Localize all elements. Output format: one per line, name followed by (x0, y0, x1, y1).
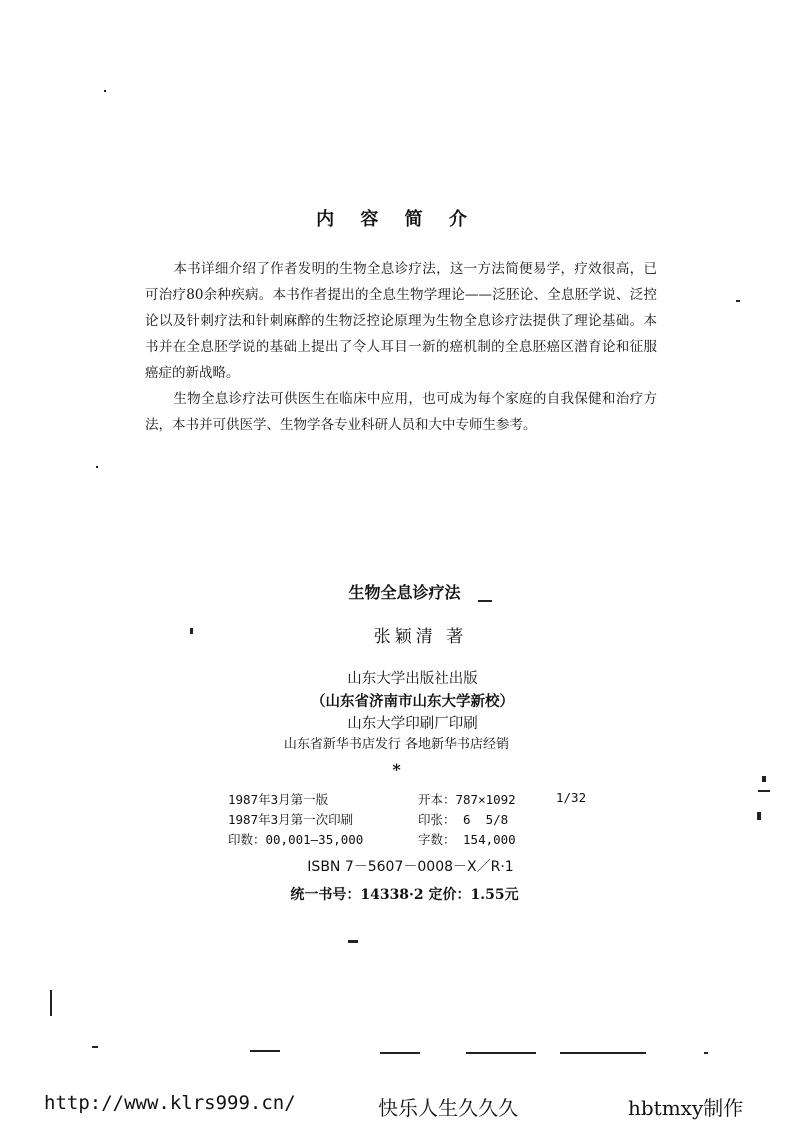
footer-credit: hbtmxy制作 (628, 1096, 744, 1120)
publisher-address: （山东省济南市山东大学新校） (311, 693, 514, 710)
printer-line: 山东大学印刷厂印刷 (347, 716, 478, 732)
word-count-line: 字数： 154,000 (418, 832, 516, 847)
scan-speck (380, 1052, 420, 1054)
scan-speck (758, 790, 770, 792)
scan-speck (92, 1046, 98, 1048)
isbn-line: ISBN 7－5607－0008－X／R·1 (307, 859, 514, 875)
edition-line: 1987年3月第一版 (228, 792, 329, 807)
sheets-line: 印张： 6 5/8 (418, 812, 509, 827)
scan-speck (190, 628, 193, 634)
separator-star: * (392, 760, 401, 779)
summary-paragraph-1 (145, 256, 657, 386)
printing-line: 1987年3月第一次印刷 (228, 812, 354, 827)
print-run-line: 印数：00,001—35,000 (228, 832, 364, 847)
summary-paragraph-2 (145, 386, 657, 438)
scan-speck (104, 90, 106, 92)
format-fraction: 1/32 (556, 790, 587, 805)
summary-paragraph-1-text: 本书详细介绍了作者发明的生物全息诊疗法，这一方法简便易学，疗效很高，已可治疗80余种疾病。本书作者提出的全息生物学理论——泛胚论、全息胚学说、泛控论以及针刺疗法和针刺麻醉的生物泛控论原理为生物全息诊疗法提供了理论基础。本书并在全息胚学说的基础上提出了令人耳目一新的癌机制的全息胚癌区潜育论和征服癌症的新战略。 (145, 261, 657, 381)
scan-speck (250, 1050, 280, 1052)
format-line: 开本：787×1092 (418, 792, 516, 807)
scan-speck (757, 812, 761, 820)
footer-slogan: 快乐人生久久久 (378, 1096, 518, 1120)
scan-speck (736, 300, 740, 302)
book-title: 生物全息诊疗法 (348, 583, 461, 602)
scan-speck (478, 600, 492, 602)
scan-speck (348, 940, 358, 943)
scan-speck (704, 1052, 708, 1054)
scan-speck (96, 466, 98, 468)
scan-speck (50, 990, 52, 1016)
scan-speck (762, 776, 766, 782)
distribution-line: 山东省新华书店发行 各地新华书店经销 (283, 737, 510, 752)
author-line: 张颖清 著 (373, 627, 468, 647)
summary-heading: 内 容 简 介 (316, 209, 477, 230)
price-line: 统一书号：14338·2 定价：1.55元 (290, 887, 519, 903)
publisher-line: 山东大学出版社出版 (347, 671, 478, 687)
footer-url: http://www.klrs999.cn/ (44, 1092, 296, 1114)
summary-paragraph-2-text: 生物全息诊疗法可供医生在临床中应用，也可成为每个家庭的自我保健和治疗方法，本书并可供医学、生物学各专业科研人员和大中专师生参考。 (145, 391, 657, 433)
scan-speck (466, 1052, 536, 1054)
scan-speck (560, 1052, 646, 1054)
